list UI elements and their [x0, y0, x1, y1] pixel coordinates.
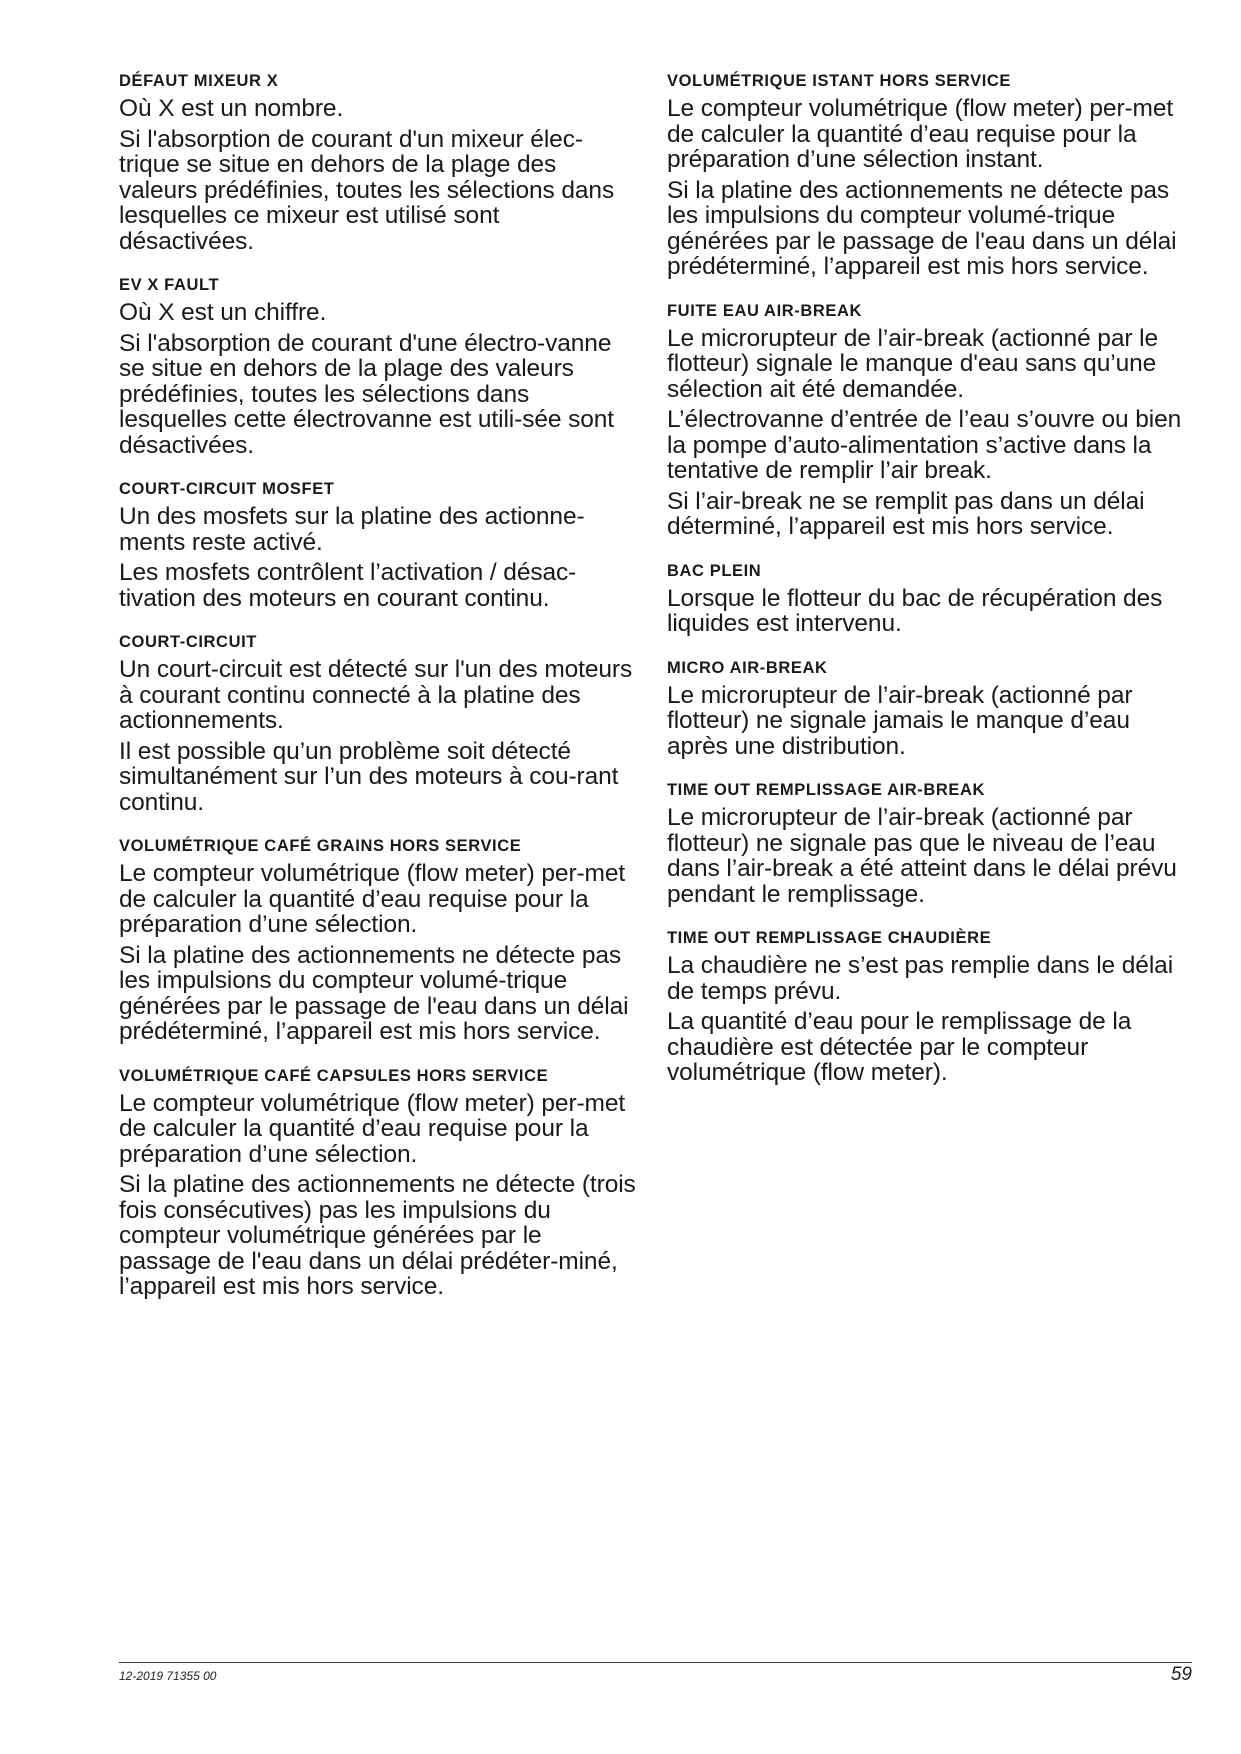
section-paragraph: Si la platine des actionnements ne détecte pas les impulsions du compteur volumé-trique générées par le passage de l'eau dans un délai prédéterminé, l’appareil est mis hors service. — [119, 941, 629, 1045]
document-code: 12-2019 71355 00 — [119, 1669, 217, 1683]
section-paragraph: Si l'absorption de courant d'un mixeur élec-trique se situe en dehors de la plage des valeurs prédéfinies, toutes les sélections dans lesquelles ce mixeur est utilisé sont désactivées. — [119, 125, 615, 255]
section — [667, 927, 1192, 1086]
section-paragraph: Le compteur volumétrique (flow meter) per-met de calculer la quantité d’eau requise pour la préparation d’une sélection. — [119, 1089, 626, 1168]
section-paragraph: Le compteur volumétrique (flow meter) per-met de calculer la quantité d’eau requise pour la préparation d’une sélection. — [119, 860, 626, 938]
section-heading: TIME OUT REMPLISSAGE CHAUDIÈRE — [667, 929, 992, 947]
left-column — [119, 70, 639, 1320]
section-paragraph: La chaudière ne s’est pas remplie dans le délai de temps prévu. — [667, 952, 1174, 1005]
section-heading: EV X FAULT — [119, 276, 220, 294]
section — [667, 779, 1192, 907]
section-paragraph: Si la platine des actionnements ne détecte pas les impulsions du compteur volumé-trique générées par le passage de l'eau dans un délai prédéterminé, l’appareil est mis hors service. — [667, 176, 1177, 280]
section-heading: FUITE EAU AIR-BREAK — [667, 301, 863, 320]
section — [667, 300, 1192, 540]
section-paragraph: Le microrupteur de l’air-break (actionné par flotteur) ne signale jamais le manque d’eau après une distribution. — [667, 681, 1133, 760]
section-heading: TIME OUT REMPLISSAGE AIR-BREAK — [667, 781, 986, 799]
section-heading: BAC PLEIN — [667, 561, 762, 580]
section — [667, 657, 1192, 760]
section-heading: VOLUMÉTRIQUE CAFÉ CAPSULES HORS SERVICE — [119, 1066, 549, 1085]
section-paragraph: Le microrupteur de l’air-break (actionné par le flotteur) signale le manque d'eau sans qu’une sélection ait été demandée. — [667, 324, 1158, 403]
page-number: 59 — [1170, 1664, 1192, 1685]
section — [119, 478, 639, 611]
section-paragraph: Où X est un chiffre. — [119, 299, 327, 326]
footer-divider — [119, 1662, 1192, 1663]
section-paragraph: Si l'absorption de courant d'une électro-vanne se situe en dehors de la plage des valeurs prédéfinies, toutes les sélections dans lesquelles cette électrovanne est utili-sée sont désactivées. — [119, 329, 615, 459]
section-heading: MICRO AIR-BREAK — [667, 658, 828, 677]
section-heading: VOLUMÉTRIQUE CAFÉ GRAINS HORS SERVICE — [119, 837, 522, 855]
section-paragraph: Où X est un nombre. — [119, 95, 344, 122]
section-paragraph: Si la platine des actionnements ne détecte (trois fois consécutives) pas les impulsions du compteur volumétrique générées par le passage de l'eau dans un délai prédéter-miné, l’appareil est mis hors service. — [119, 1171, 636, 1300]
section-paragraph: Il est possible qu’un problème soit détecté simultanément sur l’un des moteurs à cou-rant continu. — [119, 737, 619, 816]
section-heading: DÉFAUT MIXEUR X — [119, 72, 279, 90]
section — [667, 70, 1192, 280]
section-paragraph: La quantité d’eau pour le remplissage de la chaudière est détectée par le compteur volumétrique (flow meter). — [667, 1008, 1132, 1086]
section-paragraph: Lorsque le flotteur du bac de récupération des liquides est intervenu. — [667, 584, 1163, 637]
section-paragraph: Un court-circuit est détecté sur l'un des moteurs à courant continu connecté à la platine des actionnements. — [119, 656, 633, 734]
right-column — [667, 70, 1192, 1106]
section — [119, 1065, 639, 1300]
section-paragraph: Le microrupteur de l’air-break (actionné par flotteur) ne signale pas que le niveau de l’eau dans l’air-break a été atteint dans le délai prévu pendant le remplissage. — [667, 804, 1177, 908]
section-heading: COURT-CIRCUIT — [119, 633, 257, 651]
section-paragraph: L’électrovanne d’entrée de l’eau s’ouvre ou bien la pompe d’auto-alimentation s’active dans la tentative de remplir l’air break. — [667, 406, 1182, 484]
section-paragraph: Un des mosfets sur la platine des actionne-ments reste activé. — [119, 503, 585, 556]
section-paragraph: Si l’air-break ne se remplit pas dans un délai déterminé, l’appareil est mis hors service. — [667, 487, 1145, 540]
section — [119, 274, 639, 458]
section-paragraph: Les mosfets contrôlent l’activation / désac-tivation des moteurs en courant continu. — [119, 559, 577, 612]
section-paragraph: Le compteur volumétrique (flow meter) per-met de calculer la quantité d’eau requise pour la préparation d’une sélection instant. — [667, 95, 1174, 173]
section — [119, 835, 639, 1045]
section — [119, 631, 639, 815]
section-heading: COURT-CIRCUIT MOSFET — [119, 480, 335, 498]
section — [667, 560, 1192, 637]
section — [119, 70, 639, 254]
section-heading: VOLUMÉTRIQUE ISTANT HORS SERVICE — [667, 72, 1012, 90]
